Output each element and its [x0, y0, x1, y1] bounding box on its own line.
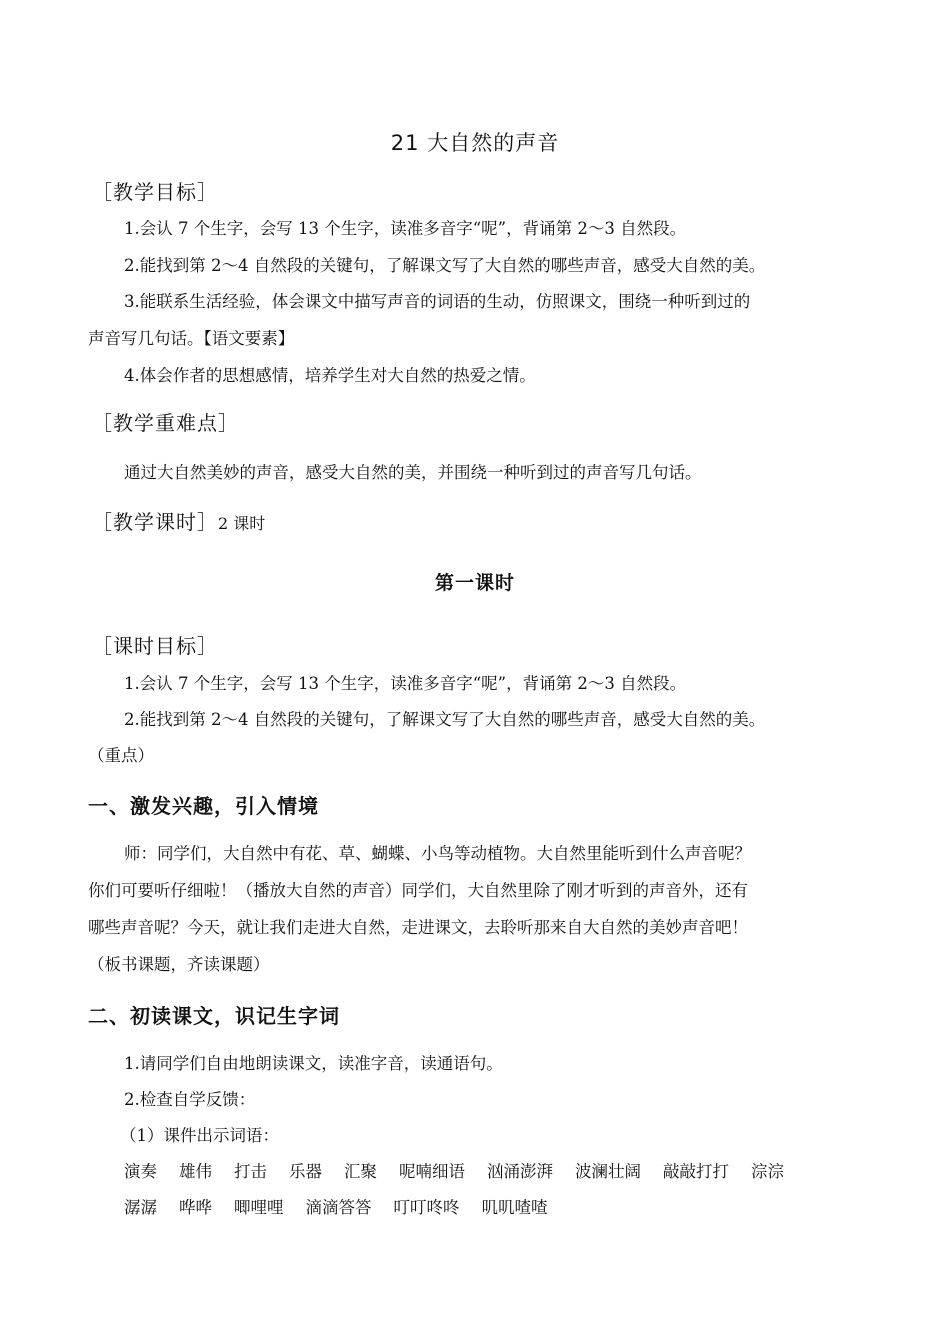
teaching-objectives-heading: ［教学目标］ — [92, 180, 218, 204]
lesson-title: 21 大自然的声音 — [390, 131, 560, 155]
vocab-word: 滴滴答答 — [305, 1198, 372, 1217]
part-1-heading: 一、激发兴趣，引入情境 — [88, 794, 319, 818]
lesson-objectives-heading: ［课时目标］ — [92, 634, 218, 658]
vocab-word: 雄伟 — [179, 1162, 212, 1181]
lesson-objective-2-note: （重点） — [88, 746, 154, 765]
vocab-word: 敲敲打打 — [663, 1162, 729, 1181]
part-1-line-2: 你们可要听仔细啦！（播放大自然的声音）同学们，大自然里除了刚才听到的声音外，还有 — [88, 881, 748, 900]
part-2-line-3: （1）课件出示词语： — [120, 1126, 279, 1145]
vocab-word: 演奏 — [124, 1162, 157, 1181]
part-1-line-1: 师：同学们，大自然中有花、草、蝴蝶、小鸟等动植物。大自然里能听到什么声音呢？ — [124, 844, 751, 863]
lesson-objective-2: 2.能找到第 2～4 自然段的关键句，了解课文写了大自然的哪些声音，感受大自然的美。 — [124, 710, 766, 729]
class-hours-label: ［教学课时］ — [92, 510, 218, 534]
vocab-word: 叮叮咚咚 — [393, 1198, 460, 1217]
vocabulary-row-1 — [124, 1154, 784, 1189]
part-1-line-4: （板书课题，齐读课题） — [88, 955, 270, 974]
vocabulary-row-2 — [124, 1190, 548, 1225]
objective-4: 4.体会作者的思想感情，培养学生对大自然的热爱之情。 — [124, 366, 536, 385]
part-1-line-3: 哪些声音呢？今天，就让我们走进大自然，走进课文，去聆听那来自大自然的美妙声音吧！ — [88, 918, 748, 937]
objective-2: 2.能找到第 2～4 自然段的关键句，了解课文写了大自然的哪些声音，感受大自然的美。 — [124, 256, 766, 275]
objective-3: 3.能联系生活经验，体会课文中描写声音的词语的生动，仿照课文，围绕一种听到过的 — [124, 292, 751, 311]
objective-3-continued: 声音写几句话。【语文要素】 — [88, 329, 295, 348]
vocab-word: 哗哗 — [179, 1198, 212, 1217]
lesson-objective-1: 1.会认 7 个生字，会写 13 个生字，读准多音字“呢”，背诵第 2～3 自然段。 — [124, 674, 687, 693]
lesson-1-title: 第一课时 — [434, 572, 515, 594]
class-hours-heading — [92, 506, 265, 535]
vocab-word: 乐器 — [289, 1162, 322, 1181]
key-points-text: 通过大自然美妙的声音，感受大自然的美，并围绕一种听到过的声音写几句话。 — [124, 463, 702, 482]
vocab-word: 打击 — [234, 1162, 267, 1181]
vocab-word: 叽叽喳喳 — [481, 1198, 548, 1217]
vocab-word: 唧哩哩 — [234, 1198, 284, 1217]
vocab-word: 淙淙 — [751, 1162, 784, 1181]
part-2-heading: 二、初读课文，识记生字词 — [88, 1004, 340, 1028]
part-2-line-1: 1.请同学们自由地朗读课文，读准字音，读通语句。 — [124, 1054, 503, 1073]
vocab-word: 波澜壮阔 — [575, 1162, 641, 1181]
objective-1: 1.会认 7 个生字，会写 13 个生字，读准多音字“呢”，背诵第 2～3 自然段。 — [124, 219, 687, 238]
vocab-word: 潺潺 — [124, 1198, 157, 1217]
vocab-word: 呢喃细语 — [399, 1162, 465, 1181]
key-points-heading: ［教学重难点］ — [92, 411, 239, 435]
vocab-word: 汇聚 — [344, 1162, 377, 1181]
part-2-line-2: 2.检查自学反馈： — [124, 1090, 256, 1109]
vocab-word: 汹涌澎湃 — [487, 1162, 553, 1181]
class-hours-value: 2 课时 — [218, 514, 266, 533]
